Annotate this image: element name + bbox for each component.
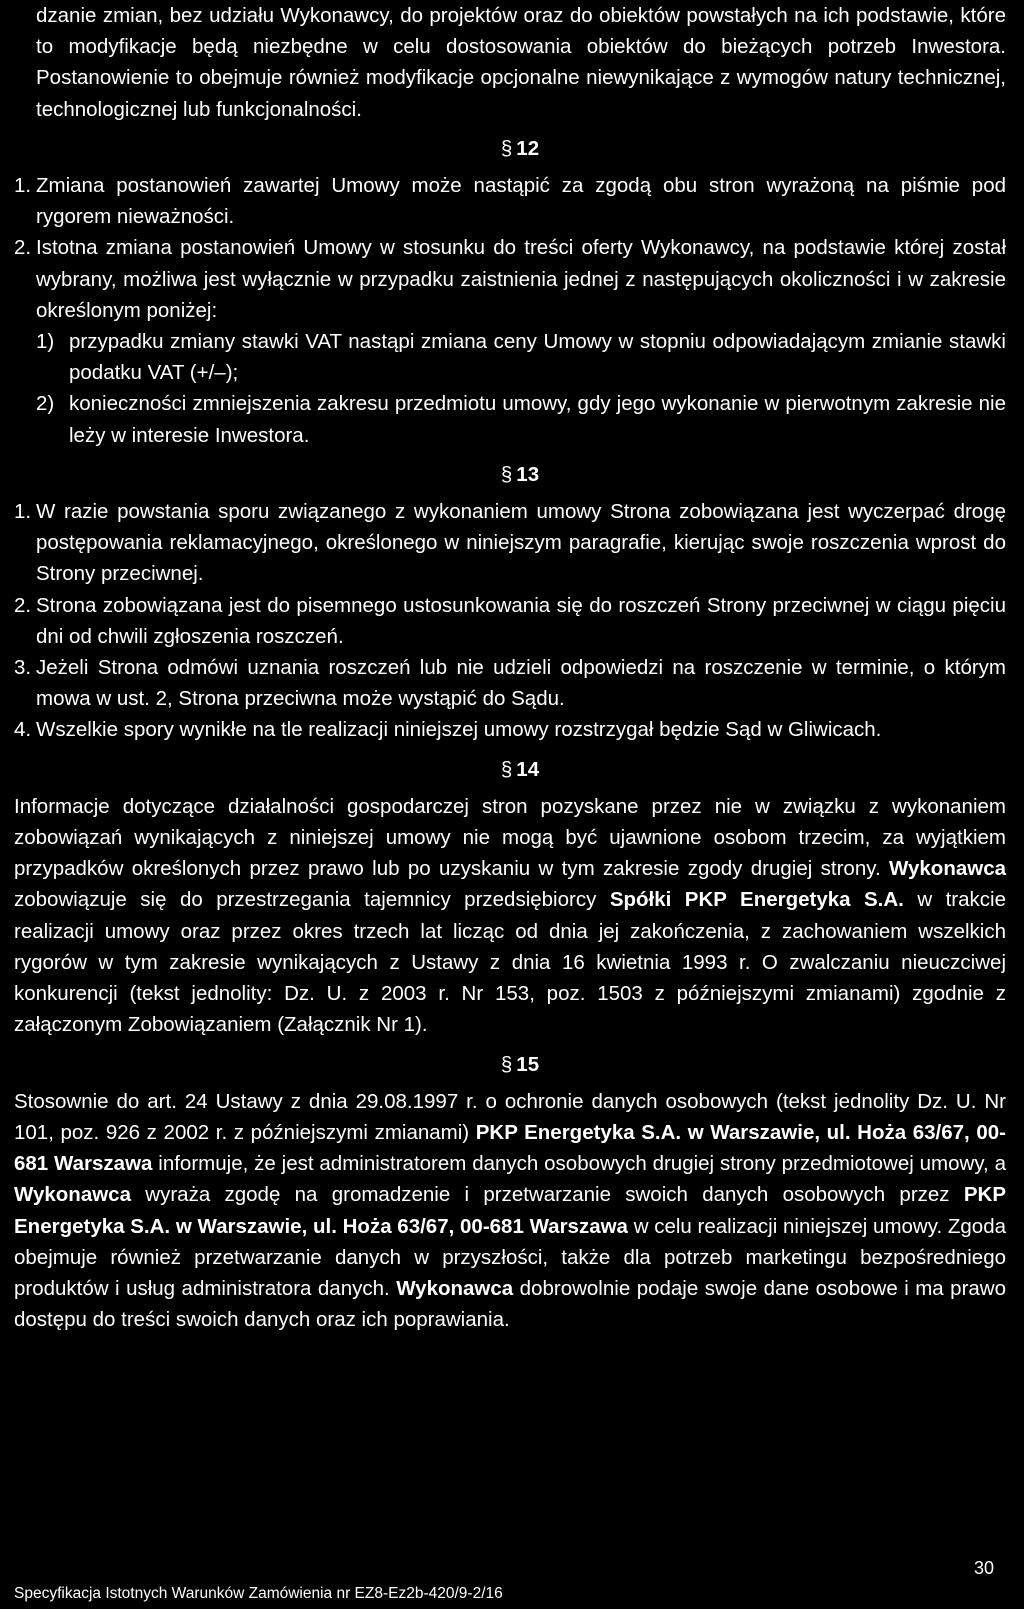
bold-run: Spółki PKP Energetyka S.A.	[609, 888, 904, 912]
text-run: Informacje dotyczące działalności gospodarczej stron pozyskane przez nie w związku z wykonaniem zobowiązań wynikających z niniejszej umowy nie mogą być ujawnione osobom trzecim, za wyjątkiem przypadków określonych przez prawo lub po uzyskaniu w tym zakresie zgody drugiej strony.	[14, 794, 1006, 881]
list-number: 1.	[14, 174, 32, 198]
list-item	[14, 170, 1006, 232]
text-run: Stosownie do art. 24 Ustawy z dnia 29.08.1997 r. o ochronie danych osobowych (tekst jednolity Dz. U. Nr 101, poz. 926 z 2002 r. z późniejszymi zmianami)	[14, 1089, 1006, 1144]
sublist-text: przypadku zmiany stawki VAT nastąpi zmiana ceny Umowy w stopniu odpowiadającym zmianie stawki podatku VAT (+/–);	[69, 330, 1006, 385]
section-number: 15	[516, 1052, 540, 1076]
text-run: wyraża zgodę na gromadzenie i przetwarzanie swoich danych osobowych przez	[145, 1183, 950, 1207]
section-number: 14	[516, 757, 540, 781]
section-number: 12	[516, 136, 540, 160]
list-item	[14, 652, 1006, 714]
sublist-number: 2)	[36, 392, 55, 416]
list-item	[14, 714, 1006, 745]
section-sign: §	[500, 462, 513, 486]
bold-run: PKP Energetyka S.A. w Warszawie, ul. Hoża 63/67, 00-681 Warszawa	[14, 1120, 1006, 1176]
text-run: zobowiązuje się do przestrzegania tajemnicy przedsiębiorcy	[14, 888, 597, 912]
section-sign: §	[500, 1052, 513, 1076]
list-item	[14, 496, 1006, 590]
intro-paragraph: dzanie zmian, bez udziału Wykonawcy, do projektów oraz do obiektów powstałych na ich podstawie, które to modyfikacje będą niezbędne w celu dostosowania obiektów do bieżących potrzeb Inwestora. Postanowienie to obejmuje również modyfikacje opcjonalne niewynikające z wymogów natury technicznej, technologicznej lub funkcjonalności.	[36, 4, 1006, 121]
list-item	[14, 590, 1006, 652]
text-run: w trakcie realizacji umowy oraz przez okres trzech lat licząc od dnia jej zakończenia, z zachowaniem wszelkich rygorów w tym zakresie wynikających z Ustawy z dnia 16 kwietnia 1993 r. O zwalczaniu nieuczciwej konkurencji (tekst jednolity: Dz. U. z 2003 r. Nr 153, poz. 1503 z późniejszymi zmianami) zgodnie z załączonym Zobowiązaniem (Załącznik Nr 1).	[14, 888, 1006, 1037]
page-number: 30	[973, 1558, 994, 1578]
list-text: Wszelkie spory wynikłe na tle realizacji niniejszej umowy rozstrzygał będzie Sąd w Gliwicach.	[36, 718, 882, 742]
text-run: dobrowolnie podaje swoje dane osobowe i ma prawo dostępu do treści swoich danych oraz ich poprawiania.	[14, 1276, 1007, 1332]
bold-run: Wykonawca	[889, 857, 1006, 881]
list-text: Jeżeli Strona odmówi uznania roszczeń lub nie udzieli odpowiedzi na roszczenie w terminie, o którym mowa w ust. 2, Strona przeciwna może wystąpić do Sądu.	[36, 656, 1006, 711]
sublist-number: 1)	[36, 330, 55, 354]
text-run: w celu realizacji niniejszej umowy. Zgoda obejmuje również przetwarzanie danych w przyszłości, także dla potrzeb marketingu bezpośredniego produktów i usług administratora danych.	[14, 1214, 1007, 1300]
list-number: 2.	[14, 593, 32, 617]
list-item	[14, 232, 1006, 326]
footer-text: Specyfikacja Istotnych Warunków Zamówienia nr EZ8-Ez2b-420/9-2/16	[14, 1585, 503, 1602]
list-text: Istotna zmiana postanowień Umowy w stosunku do treści oferty Wykonawcy, na podstawie której został wybrany, możliwa jest wyłącznie w przypadku zaistnienia jednej z następujących okoliczności i w zakresie określonym poniżej:	[36, 236, 1006, 322]
list-number: 3.	[14, 656, 32, 680]
section-number: 13	[516, 462, 540, 486]
section-14-paragraph	[14, 791, 1006, 1041]
list-number: 4.	[14, 718, 32, 742]
list-number: 1.	[14, 500, 32, 524]
bold-run: PKP Energetyka S.A. w Warszawie, ul. Hoża 63/67, 00-681 Warszawa	[14, 1183, 1007, 1238]
list-text: W razie powstania sporu związanego z wykonaniem umowy Strona zobowiązana jest wyczerpać drogę postępowania reklamacyjnego, określonego w niniejszym paragrafie, kierując swoje roszczenia wprost do Strony przeciwnej.	[36, 500, 1006, 586]
section-sign: §	[500, 757, 513, 781]
section-13-heading	[14, 459, 1006, 490]
document-page	[14, 0, 1006, 1335]
text-run: informuje, że jest administratorem danych osobowych drugiej strony przedmiotowej umowy, a	[158, 1152, 1007, 1176]
list-number: 2.	[14, 236, 32, 260]
section-15-paragraph	[14, 1086, 1006, 1336]
sublist-text: konieczności zmniejszenia zakresu przedmiotu umowy, gdy jego wykonanie w pierwotnym zakresie nie leży w interesie Inwestora.	[69, 392, 1006, 447]
sublist-item	[14, 326, 1006, 388]
section-sign: §	[500, 136, 513, 160]
section-15-heading	[14, 1049, 1006, 1080]
bold-run: Wykonawca	[396, 1276, 514, 1300]
sublist-item	[14, 388, 1006, 450]
bold-run: Wykonawca	[14, 1183, 131, 1207]
list-text: Strona zobowiązana jest do pisemnego ustosunkowania się do roszczeń Strony przeciwnej w ciągu pięciu dni od chwili zgłoszenia roszczeń.	[36, 593, 1006, 648]
list-text: Zmiana postanowień zawartej Umowy może nastąpić za zgodą obu stron wyrażoną na piśmie pod rygorem nieważności.	[36, 174, 1006, 229]
section-14-heading	[14, 754, 1006, 785]
section-12-heading	[14, 133, 1006, 164]
